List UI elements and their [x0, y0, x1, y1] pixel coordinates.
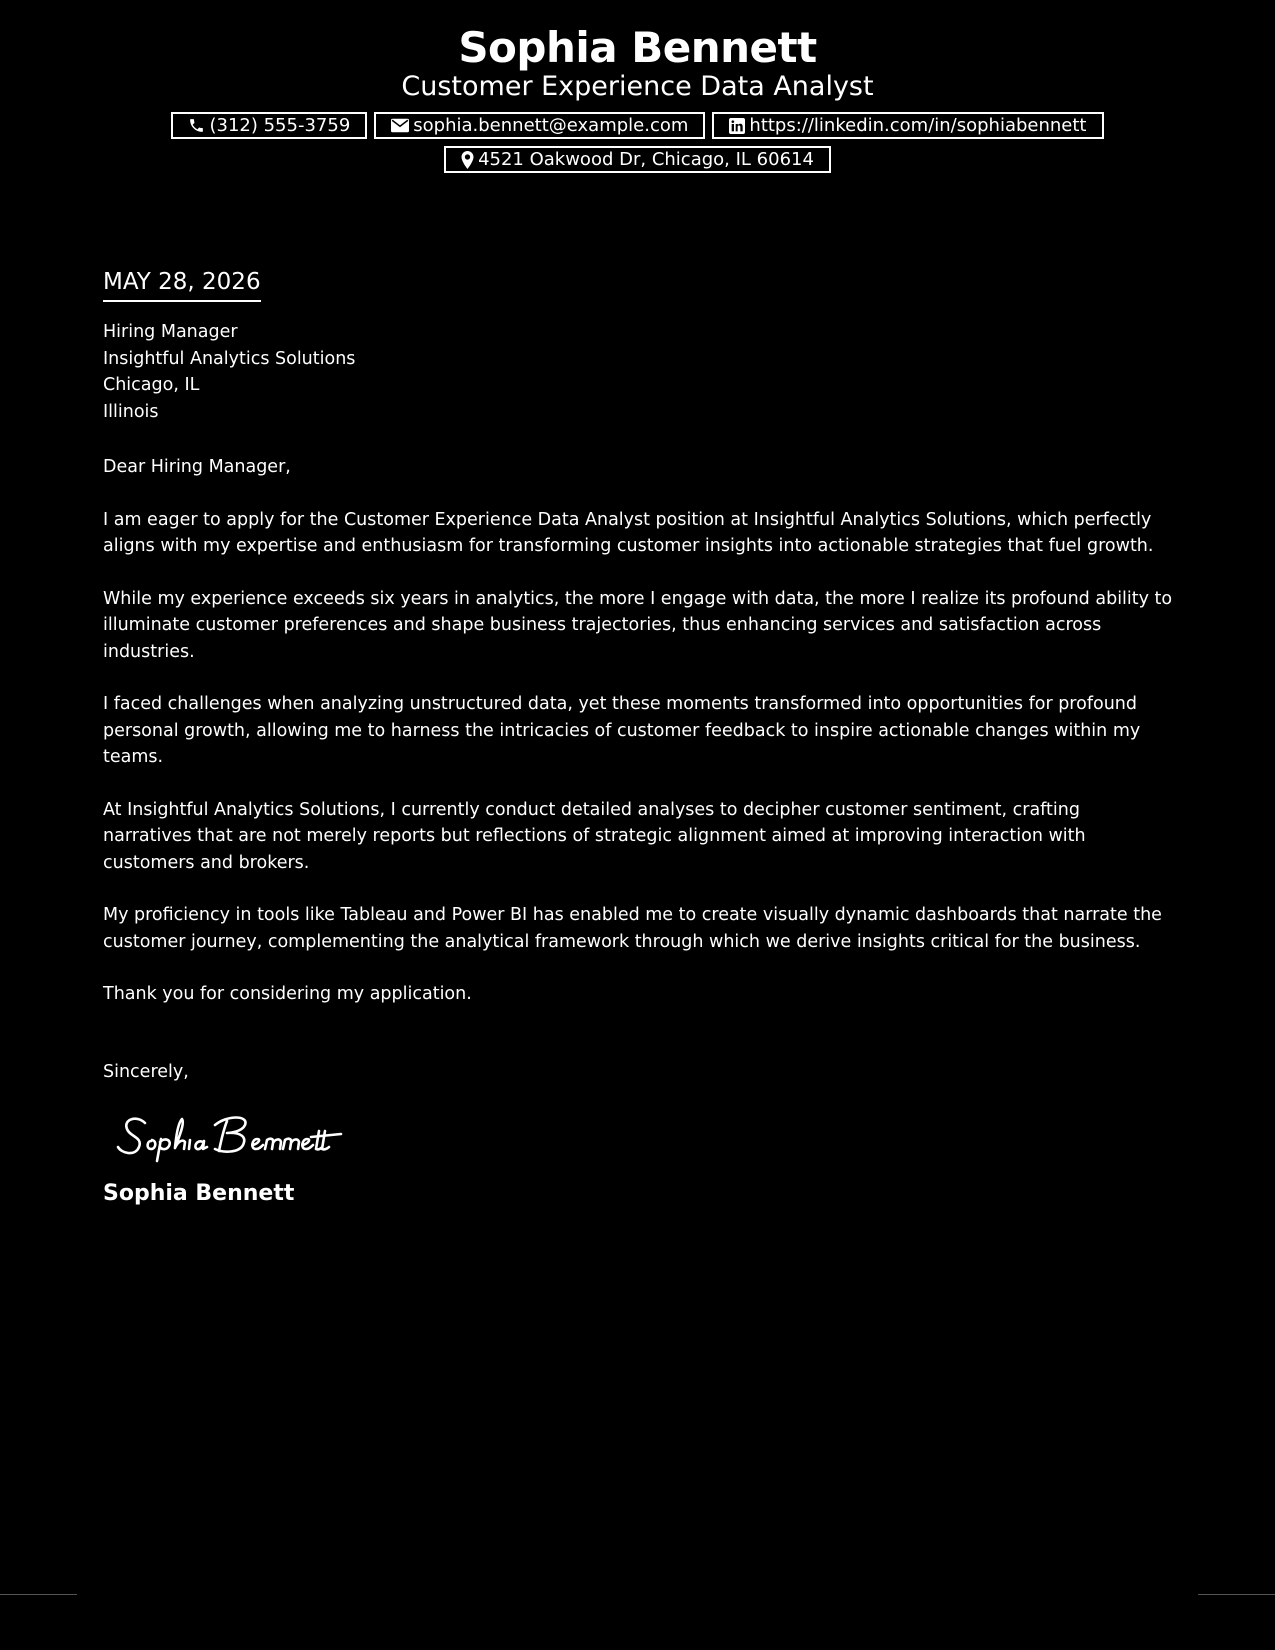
envelope-icon: [391, 118, 409, 133]
salutation: Dear Hiring Manager,: [103, 457, 291, 477]
letter-body: [103, 264, 1173, 1208]
recipient-line: Hiring Manager: [103, 322, 238, 342]
phone-contact[interactable]: [171, 112, 367, 139]
address-contact[interactable]: [444, 146, 831, 173]
body-paragraph: I faced challenges when analyzing unstructured data, yet these moments transformed into opportunities for profound personal growth, allowing me to harness the intricacies of customer feedback to inspire actionable changes within my teams.: [103, 694, 1141, 767]
recipient-line: Chicago, IL: [103, 375, 200, 395]
body-paragraph: I am eager to apply for the Customer Experience Data Analyst position at Insightful Analytics Solutions, which perfectly aligns with my expertise and enthusiasm for transforming customer insights into actionable strategies that fuel growth.: [103, 509, 1154, 556]
contact-row: [0, 112, 1275, 139]
linkedin-icon: [729, 118, 745, 134]
body-paragraph: My proficiency in tools like Tableau and Power BI has enabled me to create visually dynamic dashboards that narrate the customer journey, complementing the analytical framework through which we derive insights critical for the business.: [103, 905, 1162, 952]
footer-divider-right: [1198, 1594, 1275, 1595]
recipient-line: Illinois: [103, 401, 159, 422]
signer-name: Sophia Bennett: [103, 1181, 295, 1206]
body-paragraph: While my experience exceeds six years in analytics, the more I engage with data, the more I realize its profound ability to illuminate customer preferences and shape business trajectories, thus enhancing services and satisfaction across industries.: [103, 588, 1173, 662]
map-marker-icon: [461, 151, 474, 169]
linkedin-text: https://linkedin.com/in/sophiabennett: [749, 115, 1087, 136]
body-paragraph: At Insightful Analytics Solutions, I currently conduct detailed analyses to decipher customer sentiment, crafting narratives that are not merely reports but reflections of strategic alignment aimed at improving interaction with customers and brokers.: [103, 799, 1086, 873]
handwritten-signature: [115, 1107, 1173, 1167]
recipient-block: [103, 319, 1173, 425]
address-row: [0, 146, 1275, 173]
applicant-name: Sophia Bennett: [458, 23, 817, 72]
linkedin-contact[interactable]: [712, 112, 1103, 139]
body-paragraph: Thank you for considering my application.: [103, 984, 472, 1004]
email-contact[interactable]: [374, 112, 705, 139]
phone-icon: [188, 117, 205, 134]
recipient-line: Insightful Analytics Solutions: [103, 348, 356, 369]
email-text: sophia.bennett@example.com: [413, 115, 689, 136]
phone-text: (312) 555-3759: [209, 115, 351, 136]
address-text: 4521 Oakwood Dr, Chicago, IL 60614: [478, 149, 814, 170]
letterhead: [0, 22, 1275, 173]
footer-divider-left: [0, 1594, 77, 1595]
job-title: Customer Experience Data Analyst: [401, 71, 874, 102]
letter-date: MAY 28, 2026: [103, 264, 261, 302]
closing: Sincerely,: [103, 1061, 189, 1082]
